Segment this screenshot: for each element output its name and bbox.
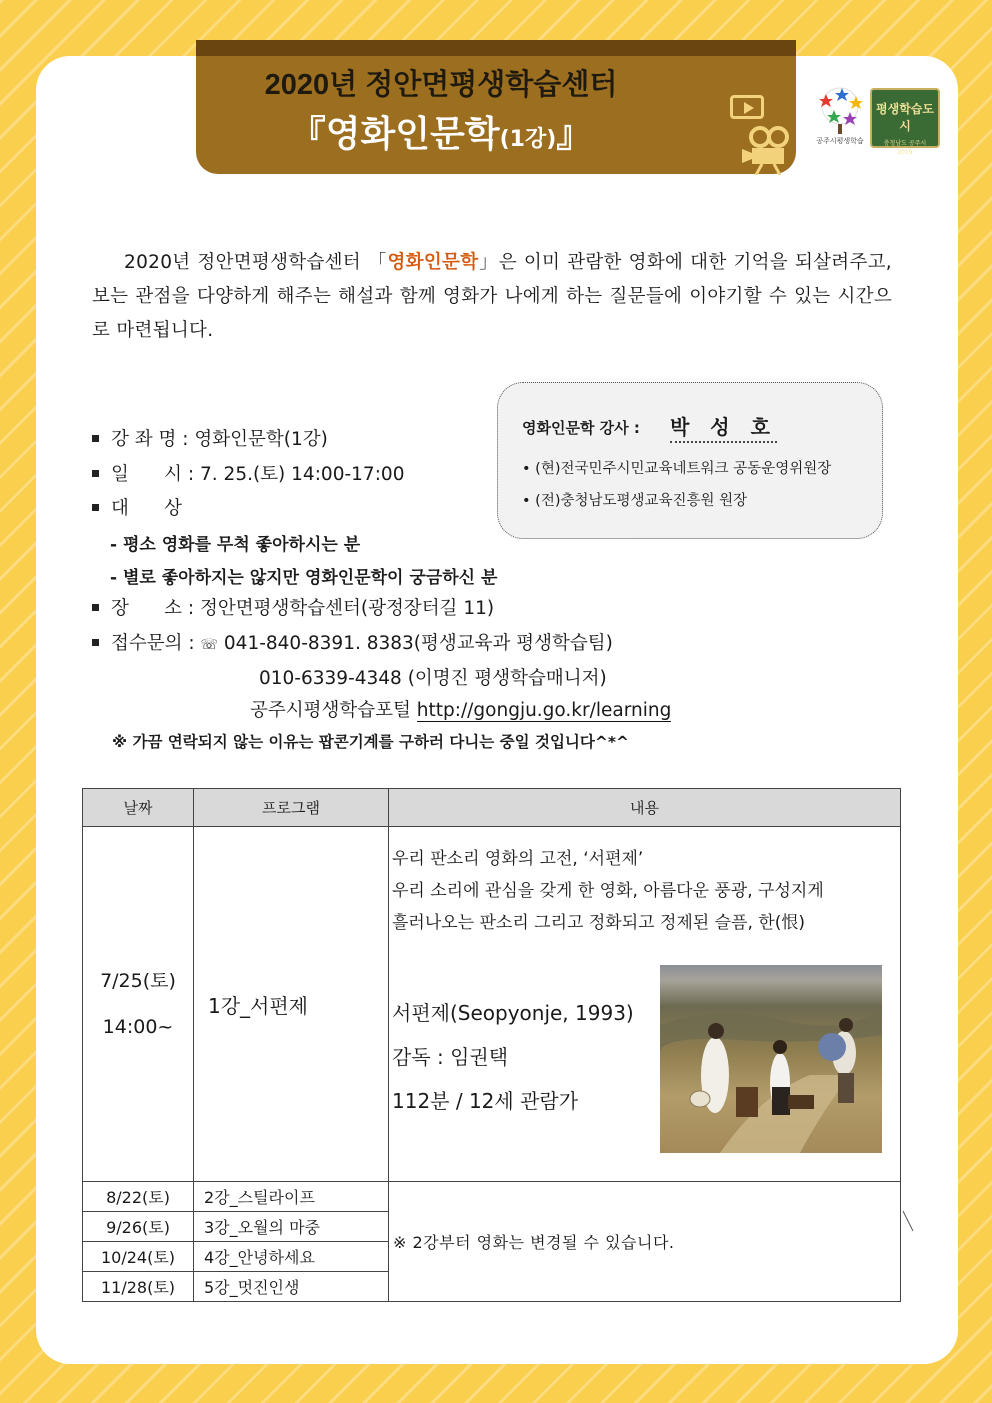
banner-title-main: 『영화인문학 [289,114,500,155]
banner-title-line1: 2020년 정안면평생학습센터 [264,69,618,101]
popcorn-note: ※ 가끔 연락되지 않는 이유는 팝콘기계를 구하러 다니는 중일 것입니다^*^ [112,733,629,751]
phone-icon: ☏ [200,637,219,653]
session1-date: 7/25(토) [100,970,176,992]
banner-title-small: (1강) [499,127,557,152]
logo-city-title: 평생학습도시 [876,102,934,133]
instructor-name: 박 성 호 [670,411,777,443]
bullet-icon [92,470,99,477]
header-program: 프로그램 [194,789,389,827]
session1-program: 1강_서편제 [194,827,389,1182]
portal-label: 공주시평생학습포털 [250,700,411,721]
contact-phone-2: 010-6339-4348 (이명진 평생학습매니저) [259,668,607,689]
instructor-box [497,382,883,539]
film-info [392,991,634,1123]
contact-label: 접수문의 : [111,633,195,654]
movie-camera-icon [738,125,794,175]
bullet-icon [92,435,99,442]
intro-part2: 」은 이미 관람한 영화에 대한 기억을 되살려주고, 보는 관점을 다양하게 해주는 해설과 함께 영화가 나에게 하는 질문들에 이야기할 수 있는 시간으로 마련됩니다. [92,252,892,341]
table-row [83,1182,901,1212]
portal-line [250,696,671,722]
title-banner [196,40,796,174]
intro-part1: 2020년 정안면평생학습센터 「 [124,252,388,273]
stray-line-mark [902,1210,914,1232]
detail-course [92,425,328,451]
table-row [83,827,901,1182]
header-date: 날짜 [83,789,194,827]
detail-course-text: 강 좌 명 : 영화인문학(1강) [111,429,328,450]
detail-contact [92,629,613,655]
description-line: 흘러나오는 판소리 그리고 정화되고 정제된 슬픔, 한(恨) [392,913,805,933]
session-date: 10/24(토) [83,1242,194,1272]
session1-content [389,827,901,1182]
session-program: 5강_멋진인생 [194,1272,389,1302]
session-program: 4강_안녕하세요 [194,1242,389,1272]
session-program: 2강_스틸라이프 [194,1182,389,1212]
detail-date [92,460,404,486]
detail-date-text: 일 시 : 7. 25.(토) 14:00-17:00 [111,464,405,485]
film-still-image [660,965,882,1153]
session-program: 3강_오월의 마중 [194,1212,389,1242]
intro-highlight: 영화인문학 [387,252,479,273]
bullet-icon [92,639,99,646]
intro-paragraph [92,246,892,348]
film-clip-icon [730,95,764,119]
contact-phone-1: 041-840-8391. 8383(평생교육과 평생학습팀) [223,633,613,654]
session-date: 9/26(토) [83,1212,194,1242]
banner-top-strip [196,40,796,56]
bullet-icon [92,604,99,611]
instructor-career-current: • (현)전국민주시민교육네트워크 공동운영위원장 [522,461,832,477]
target-item-2: - 별로 좋아하지는 않지만 영화인문학이 궁금하신 분 [110,568,498,588]
lifelong-learning-city-logo [870,88,940,156]
detail-place-text: 장 소 : 정안면평생학습센터(광정장터길 11) [111,598,495,619]
logo-city-year: 2019 [897,149,913,156]
header-content: 내용 [389,789,901,827]
logo-city-sub: 충청남도 공주시 [883,140,927,147]
session1-date-cell [83,827,194,1182]
change-note: ※ 2강부터 영화는 변경될 수 있습니다. [389,1182,901,1302]
session1-time: 14:00~ [102,1016,174,1038]
bullet-icon [92,504,99,511]
banner-title-line2 [196,106,686,157]
banner-title-end: 』 [556,114,593,155]
instructor-career-former: • (전)충청남도평생교육진흥원 원장 [522,493,748,509]
session1-description [392,843,824,939]
portal-link[interactable]: http://gongju.go.kr/learning [416,700,672,721]
table-header-row [83,789,901,827]
film-runtime: 112분 / 12세 관람가 [392,1089,579,1113]
description-line: 우리 판소리 영화의 고전, ‘서편제’ [392,849,644,869]
target-item-1: - 평소 영화를 무척 좋아하시는 분 [110,535,361,555]
detail-target [92,494,182,520]
description-line: 우리 소리에 관심을 갖게 한 영화, 아름다운 풍광, 구성지게 [392,881,824,901]
session-date: 11/28(토) [83,1272,194,1302]
gongju-learning-caption: 공주시평생학습 [816,137,864,145]
instructor-label: 영화인문학 강사 : [522,419,640,437]
film-director: 감독 : 임권택 [392,1045,509,1069]
film-title: 서편제(Seopyonje, 1993) [392,1001,634,1025]
schedule-table [82,788,901,1302]
film-still-figures [660,965,882,1153]
session-date: 8/22(토) [83,1182,194,1212]
detail-target-text: 대 상 [111,498,183,519]
detail-place [92,594,494,620]
